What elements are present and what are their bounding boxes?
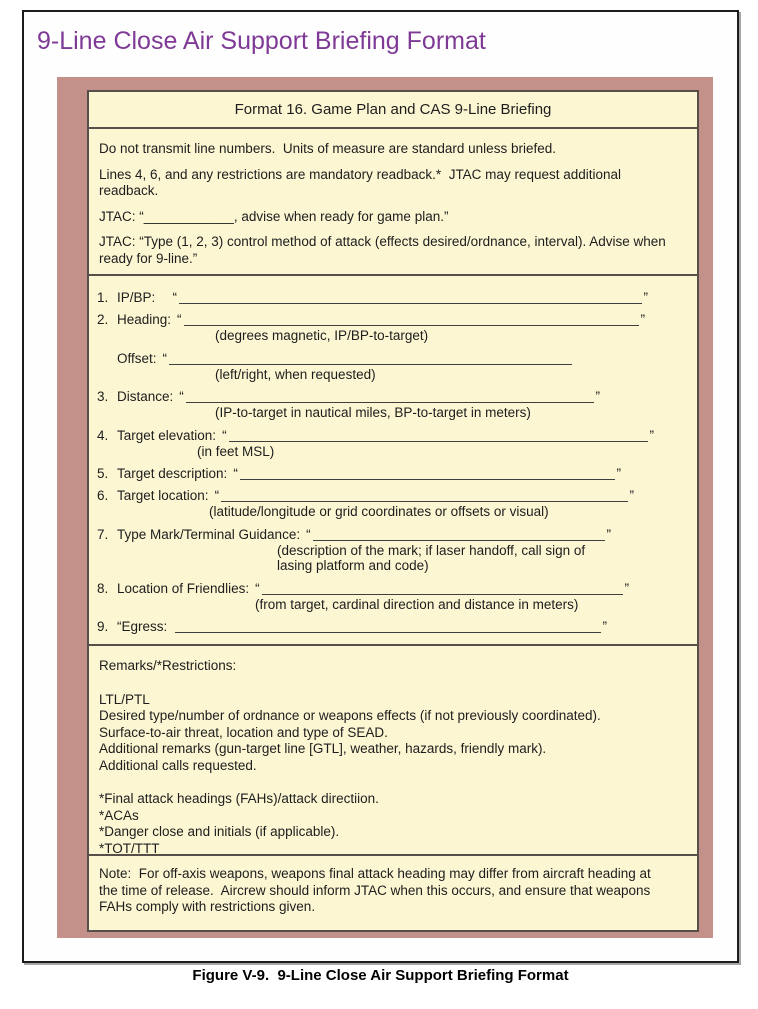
intro-paragraph-1: Do not transmit line numbers. Units of measure are standard unless briefed. — [99, 141, 556, 156]
open-quote: “ — [161, 290, 178, 305]
line-7-hint: (description of the mark; if laser handoff, call sign of lasing platform and code) — [277, 542, 586, 573]
nine-line-row-1 — [97, 290, 687, 305]
offset-hint: (left/right, when requested) — [215, 366, 376, 382]
line-number: 3. — [97, 389, 109, 404]
note-section — [89, 856, 697, 930]
nine-line-row-6 — [97, 488, 687, 503]
line-3-hint: (IP-to-target in nautical miles, BP-to-target in meters) — [215, 405, 531, 420]
line-number — [97, 351, 117, 366]
nine-line-section — [89, 276, 697, 646]
line-4-hint: (in feet MSL) — [197, 443, 275, 459]
open-quote: “ — [222, 427, 227, 443]
remarks-section — [89, 646, 697, 856]
nine-line-row-8 — [97, 581, 687, 596]
remarks-line: LTL/PTL — [99, 691, 150, 707]
page-sheet — [22, 10, 739, 963]
line-8-hint: (from target, cardinal direction and distance in meters) — [255, 596, 579, 612]
close-quote: ” — [649, 427, 654, 443]
open-quote: “ — [214, 488, 220, 503]
line-label: Heading: — [117, 312, 172, 327]
nine-line-row-5 — [97, 466, 687, 481]
open-quote: “ — [162, 350, 168, 366]
remarks-line: Surface-to-air threat, location and type of SEAD. — [99, 724, 388, 740]
line-1-blank-field — [179, 290, 641, 305]
remarks-line: Additional remarks (gun-target line [GTL], weather, hazards, friendly mark). — [99, 741, 547, 756]
intro-paragraph-3: JTAC: “____________, advise when ready for game plan.” — [99, 208, 449, 224]
remarks-line: Desired type/number of ordnance or weapons effects (if not previously coordinated). — [99, 708, 601, 723]
line-9-blank-field — [175, 619, 600, 634]
open-quote: “ — [179, 389, 184, 404]
line-number: 6. — [97, 488, 109, 503]
nine-line-row-7 — [97, 527, 687, 542]
open-quote: “ — [177, 312, 182, 327]
restrictions-line: *Danger close and initials (if applicable). — [99, 824, 340, 839]
close-quote: ” — [616, 466, 621, 481]
line-number: 9. — [97, 619, 109, 634]
intro-paragraph-2: Lines 4, 6, and any restrictions are mandatory readback.* JTAC may request additional readback. — [99, 166, 625, 198]
line-7-blank-field — [313, 527, 605, 542]
line-label: Type Mark/Terminal Guidance: — [117, 526, 301, 542]
line-number: 2. — [97, 312, 109, 327]
intro-paragraph-4: JTAC: “Type (1, 2, 3) control method of attack (effects desired/ordnance, interval). Advise when ready for 9-line.” — [99, 234, 670, 266]
line-5-blank-field — [240, 466, 615, 481]
line-6-hint: (latitude/longitude or grid coordinates or offsets or visual) — [209, 504, 549, 519]
remarks-spacer — [99, 675, 685, 692]
line-label: Location of Friendlies: — [117, 580, 250, 596]
nine-line-row-9 — [97, 619, 687, 634]
close-quote: ” — [640, 312, 645, 327]
format-box-frame — [57, 77, 713, 938]
line-number: 5. — [97, 466, 109, 481]
nine-line-row-2 — [97, 312, 687, 327]
page-title: 9-Line Close Air Support Briefing Format — [37, 27, 486, 55]
line-2-blank-field — [184, 312, 639, 327]
restrictions-line: *ACAs — [99, 807, 139, 823]
line-label: IP/BP: — [117, 290, 156, 305]
line-4-blank-field — [229, 428, 648, 443]
restrictions-line: *Final attack headings (FAHs)/attack directiion. — [99, 791, 379, 806]
intro-section — [89, 129, 697, 276]
line-3-blank-field — [186, 389, 594, 404]
line-6-blank-field — [221, 488, 627, 503]
close-quote: ” — [643, 290, 648, 305]
close-quote: ” — [602, 619, 607, 634]
line-label: Distance: — [117, 389, 174, 404]
line-label: “Egress: — [117, 619, 168, 634]
line-2-hint: (degrees magnetic, IP/BP-to-target) — [215, 328, 429, 343]
close-quote: ” — [595, 389, 600, 404]
nine-line-row-offset — [97, 351, 687, 366]
remarks-spacer — [99, 774, 685, 791]
remarks-line: Additional calls requested. — [99, 757, 257, 773]
remarks-title: Remarks/*Restrictions: — [99, 658, 237, 673]
line-number: 8. — [97, 580, 109, 596]
line-label: Target elevation: — [117, 427, 217, 443]
close-quote: ” — [606, 526, 611, 542]
close-quote: ” — [629, 488, 634, 503]
line-label: Target description: — [117, 466, 228, 481]
format-box — [87, 90, 699, 932]
nine-line-row-4 — [97, 428, 687, 443]
line-8-blank-field — [262, 581, 623, 596]
format-box-header-text: Format 16. Game Plan and CAS 9-Line Briefing — [234, 101, 552, 118]
line-label: Target location: — [117, 488, 209, 503]
line-number: 7. — [97, 526, 109, 542]
offset-blank-field — [169, 351, 572, 366]
figure-caption: Figure V-9. 9-Line Close Air Support Briefing Format — [192, 967, 569, 984]
nine-line-row-3 — [97, 389, 687, 404]
open-quote: “ — [233, 466, 238, 481]
restrictions-line: *TOT/TTT — [99, 840, 160, 856]
close-quote: ” — [624, 580, 629, 596]
line-number: 1. — [97, 290, 109, 305]
open-quote: “ — [306, 526, 311, 542]
line-label: Offset: — [117, 350, 157, 366]
format-box-header — [89, 92, 697, 129]
note-text: Note: For off-axis weapons, weapons final attack heading may differ from aircraft heading at the time of release. Aircrew should inform JTAC when this occurs, and ensure that weapons FAHs comply with restrictions given. — [99, 866, 655, 914]
line-number: 4. — [97, 427, 109, 443]
open-quote: “ — [255, 580, 260, 596]
